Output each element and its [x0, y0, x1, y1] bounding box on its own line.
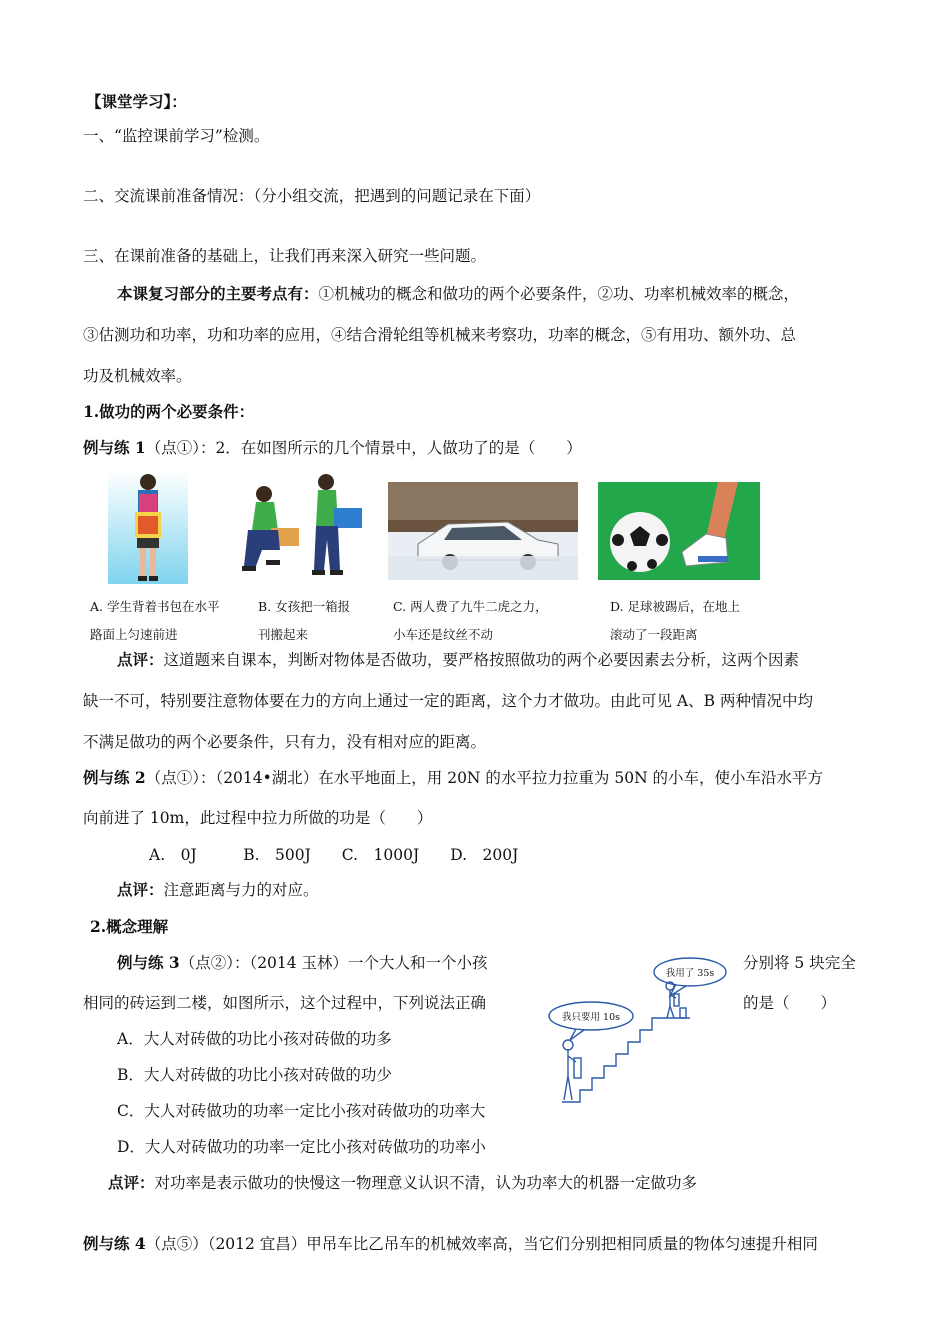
caption-b-line1: B. 女孩把一箱报	[258, 599, 351, 614]
ex1-comment-text: 这道题来自课本，判断对物体是否做功，要严格按照做功的两个必要因素去分析，这两个因素	[163, 651, 800, 669]
ex2-label: 例与练 2	[83, 768, 146, 787]
ex3-option-c: C．大人对砖做功的功率一定比小孩对砖做功的功率大	[117, 1102, 486, 1120]
ex3-option-b: B．大人对砖做的功比小孩对砖做的功少	[117, 1066, 392, 1084]
ex1-comment-line1	[117, 650, 799, 670]
ex1-comment-line2: 缺一不可，特别要注意物体要在力的方向上通过一定的距离，这个力才做功。由此可见 A、B 两种情况中均	[83, 692, 813, 710]
ex1-text: （点①）：2．在如图所示的几个情景中，人做功了的是（ ）	[145, 439, 582, 457]
ex1-comment-line3: 不满足做功的两个必要条件，只有力，没有相对应的距离。	[83, 733, 487, 751]
ex3-comment-text: 对功率是表示做功的快慢这一物理意义认识不清，认为功率大的机器一定做功多	[154, 1174, 698, 1192]
staircase-figure	[540, 950, 735, 1110]
item-3: 三、在课前准备的基础上，让我们再来深入研究一些问题。	[83, 247, 487, 265]
item-2: 二、交流课前准备情况：（分小组交流，把遇到的问题记录在下面）	[83, 187, 541, 205]
ex1-question	[83, 438, 582, 458]
girl-lifting-box-figure	[226, 470, 376, 580]
caption-a-line2: 路面上匀速前进	[90, 627, 178, 642]
ex3-question-line2b: 的是（ ）	[743, 994, 837, 1012]
ex2-comment-label: 点评：	[117, 880, 164, 899]
review-line-2: ③估测功和功率，功和功率的应用，④结合滑轮组等机械来考察功，功率的概念，⑤有用功、额外功、总	[83, 326, 797, 344]
caption-d-line1: D. 足球被踢后，在地上	[610, 599, 741, 614]
football-kick-figure	[598, 482, 760, 580]
item-1: 一、“监控课前学习”检测。	[83, 127, 270, 145]
ex4-label: 例与练 4	[83, 1234, 146, 1253]
ex3-option-d: D．大人对砖做功的功率一定比小孩对砖做功的功率小	[117, 1138, 486, 1156]
ex2-comment	[117, 880, 319, 900]
ex4-question	[83, 1234, 818, 1254]
ex4-text: （点⑤）（2012 宜昌）甲吊车比乙吊车的机械效率高，当它们分别把相同质量的物体匀速提升相同	[145, 1235, 818, 1253]
ex1-comment-label: 点评：	[117, 650, 164, 669]
ex2-options: A. 0J B. 500J C. 1000J D. 200J	[149, 846, 519, 864]
part1-title: 1.做功的两个必要条件：	[83, 402, 255, 421]
ex2-question-line2: 向前进了 10m，此过程中拉力所做的功是（ ）	[83, 809, 433, 827]
ex1-label: 例与练 1	[83, 438, 146, 457]
ex3-option-a: A．大人对砖做的功比小孩对砖做的功多	[117, 1030, 392, 1048]
caption-b-line2: 刊搬起来	[258, 627, 309, 642]
ex2-question-line1	[83, 768, 823, 788]
car-in-snow-figure	[388, 482, 578, 580]
ex3-label: 例与练 3	[117, 953, 180, 972]
ex3-question-line2a: 相同的砖运到二楼，如图所示，这个过程中，下列说法正确	[83, 994, 487, 1012]
caption-d-line2: 滚动了一段距离	[610, 627, 698, 642]
part2-title: 2.概念理解	[90, 917, 169, 936]
section-heading: 【课堂学习】：	[86, 92, 187, 111]
ex2-comment-text: 注意距离与力的对应。	[163, 881, 319, 899]
review-line-1	[117, 284, 799, 304]
caption-c-line1: C. 两人费了九牛二虎之力，	[393, 599, 548, 614]
caption-c-line2: 小车还是纹丝不动	[393, 627, 494, 642]
ex2-text-1: （点①）：（2014•湖北）在水平地面上，用 20N 的水平拉力拉重为 50N 的小车，使小车沿水平方	[145, 769, 824, 787]
ex3-text-1a: （点②）：（2014 玉林）一个大人和一个小孩	[179, 954, 488, 972]
ex3-comment	[108, 1173, 697, 1193]
bubble-adult-text: 我只要用 10s	[562, 1012, 620, 1023]
review-line-3: 功及机械效率。	[83, 367, 192, 385]
ex3-comment-label: 点评：	[108, 1173, 155, 1192]
bubble-child-text: 我用了 35s	[665, 968, 715, 979]
review-label: 本课复习部分的主要考点有：	[117, 284, 319, 303]
ex3-question-line1a	[117, 953, 488, 973]
student-backpack-figure	[108, 470, 188, 584]
review-text-1: ①机械功的概念和做功的两个必要条件，②功、功率机械效率的概念，	[318, 285, 800, 303]
ex3-question-line1b: 分别将 5 块完全	[743, 954, 856, 972]
caption-a-line1: A. 学生背着书包在水平	[90, 599, 220, 614]
